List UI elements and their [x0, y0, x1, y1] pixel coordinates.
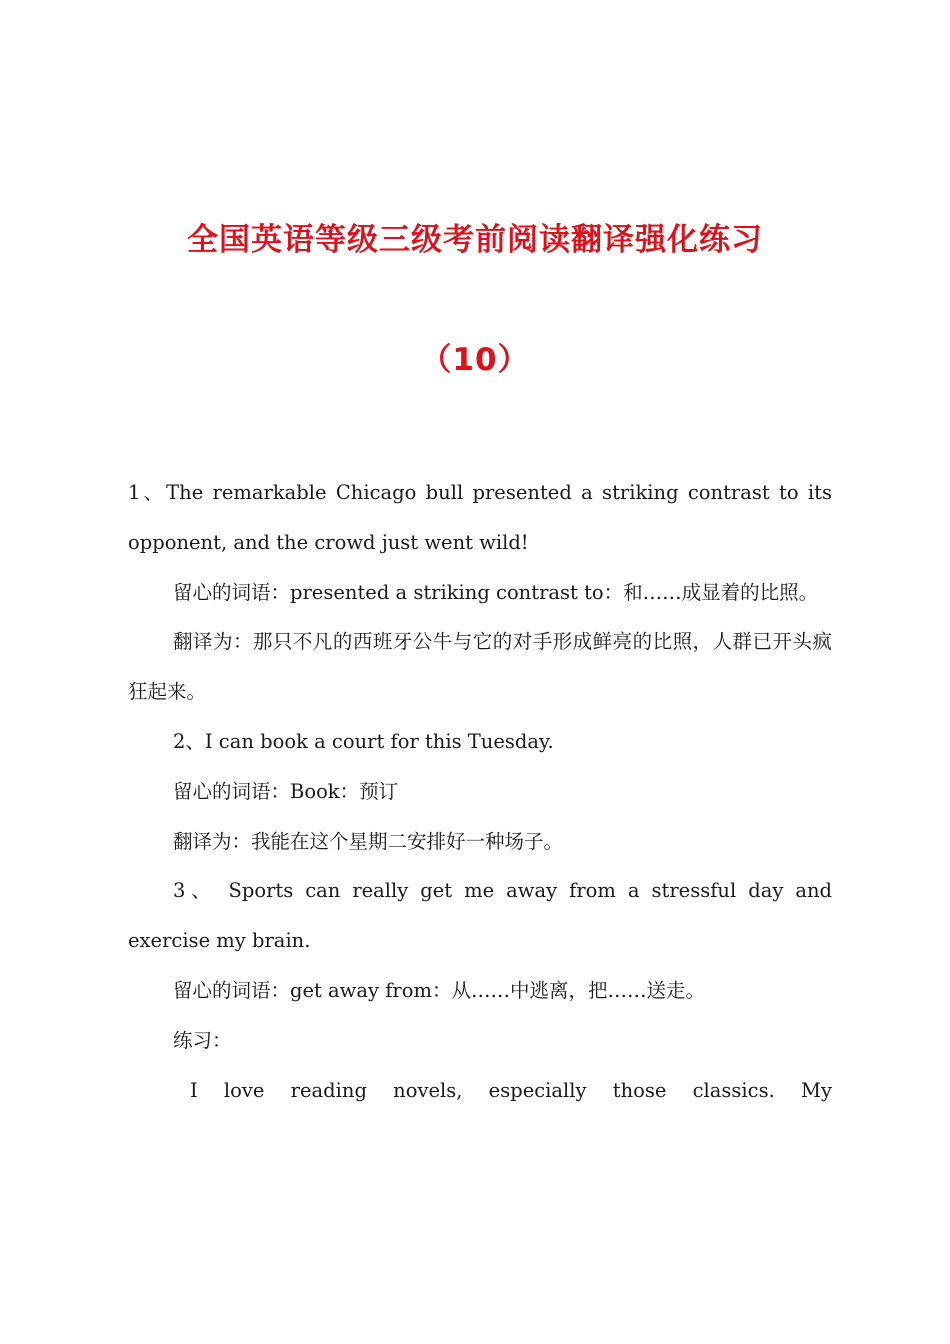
page-title-number: （10）	[420, 342, 530, 378]
document-body	[128, 468, 832, 1115]
exercise-text: I love reading novels, especially those classics. My	[190, 1078, 832, 1102]
page-title: 全国英语等级三级考前阅读翻译强化练习	[187, 222, 763, 258]
item-1-translation: 翻译为：那只不凡的西班牙公牛与它的对手形成鲜亮的比照，人群已开头疯狂起来。	[128, 630, 832, 704]
item-2-sentence: 2、I can book a court for this Tuesday.	[173, 729, 554, 753]
item-1-sentence: 1、The remarkable Chicago bull presented a striking contrast to its opponent, and the crowd just went wild!	[128, 481, 832, 554]
item-1-vocab: 留心的词语：presented a striking contrast to：和……成显着的比照。	[173, 580, 819, 604]
item-3-vocab: 留心的词语：get away from：从……中逃离，把……送走。	[173, 978, 705, 1002]
item-3-sentence: 3、 Sports can really get me away from a stressful day and exercise my brain.	[128, 879, 832, 953]
exercise-label: 练习：	[173, 1028, 232, 1052]
item-2-translation: 翻译为：我能在这个星期二安排好一种场子。	[173, 829, 564, 853]
item-2-vocab: 留心的词语：Book：预订	[173, 779, 399, 803]
